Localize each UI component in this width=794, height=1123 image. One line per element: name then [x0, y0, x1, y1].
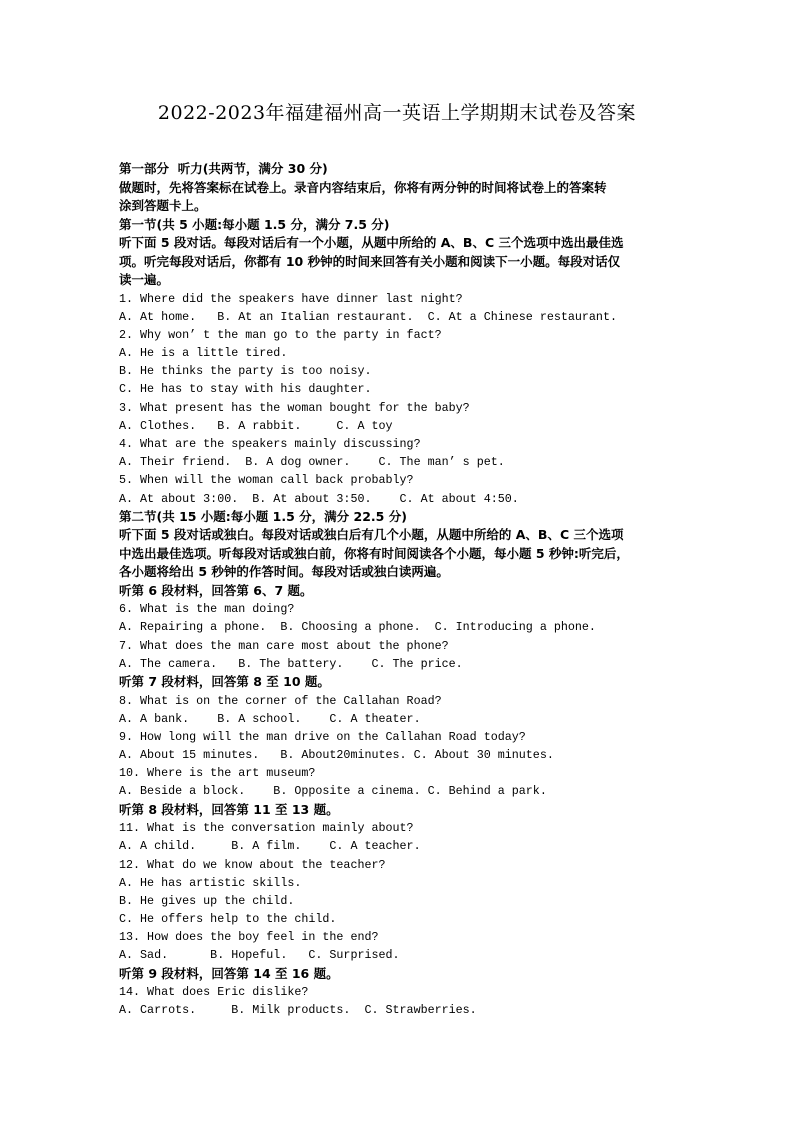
section-text-line: 听第 7 段材料，回答第 8 至 10 题。: [119, 674, 330, 689]
question-line: 10. Where is the art museum?: [119, 766, 316, 781]
question-line: A. Repairing a phone. B. Choosing a phone. C. Introducing a phone.: [119, 620, 596, 635]
exam-content: [119, 160, 699, 1020]
question-line: 5. When will the woman call back probably?: [119, 473, 414, 488]
question-line: A. Beside a block. B. Opposite a cinema. C. Behind a park.: [119, 784, 547, 799]
section-text-line: 听第 9 段材料，回答第 14 至 16 题。: [119, 965, 339, 981]
question-line: A. At about 3:00. B. At about 3:50. C. At about 4:50.: [119, 491, 519, 506]
question-line: A. A child. B. A film. C. A teacher.: [119, 839, 421, 854]
section-text-line: 各小题将给出 5 秒钟的作答时间。每段对话或独白读两遍。: [119, 564, 449, 580]
section-text-line: 第一部分 听力(共两节，满分 30 分): [119, 161, 328, 176]
question-line: A. A bank. B. A school. C. A theater.: [119, 711, 421, 726]
question-line: 3. What present has the woman bought for the baby?: [119, 400, 470, 415]
section-text-line: 听下面 5 段对话。每段对话后有一个小题，从题中所给的 A、B、C 三个选项中选出最佳选: [119, 235, 624, 250]
section-text-line: 涂到答题卡上。: [119, 198, 207, 213]
section-text-line: 中选出最佳选项。听每段对话或独白前，你将有时间阅读各个小题，每小题 5 秒钟:听完后，: [119, 545, 629, 561]
section-text-line: 读一遍。: [119, 272, 170, 287]
question-line: C. He has to stay with his daughter.: [119, 382, 372, 397]
question-line: 1. Where did the speakers have dinner last night?: [119, 291, 463, 306]
question-line: 4. What are the speakers mainly discussing?: [119, 437, 421, 451]
question-line: 14. What does Eric dislike?: [119, 985, 309, 1000]
question-line: A. At home. B. At an Italian restaurant. C. At a Chinese restaurant.: [119, 309, 617, 324]
question-line: 6. What is the man doing?: [119, 602, 295, 617]
question-line: A. Their friend. B. A dog owner. C. The man’ s pet.: [119, 455, 505, 470]
question-line: 12. What do we know about the teacher?: [119, 857, 386, 872]
section-text-line: 第一节(共 5 小题:每小题 1.5 分，满分 7.5 分): [119, 216, 390, 232]
question-line: 11. What is the conversation mainly about?: [119, 821, 414, 836]
question-line: 13. How does the boy feel in the end?: [119, 930, 379, 945]
question-line: A. He is a little tired.: [119, 346, 288, 361]
question-line: 2. Why won’ t the man go to the party in fact?: [119, 327, 442, 342]
question-line: A. He has artistic skills.: [119, 875, 302, 890]
section-text-line: 听下面 5 段对话或独白。每段对话或独白后有几个小题，从题中所给的 A、B、C 三个选项: [119, 527, 624, 543]
question-line: A. About 15 minutes. B. About20minutes. C. About 30 minutes.: [119, 748, 554, 763]
section-text-line: 项。听完每段对话后，你都有 10 秒钟的时间来回答有关小题和阅读下一小题。每段对话仅: [119, 253, 621, 269]
section-text-line: 听第 8 段材料，回答第 11 至 13 题。: [119, 801, 339, 817]
question-line: B. He gives up the child.: [119, 893, 295, 908]
question-line: A. Carrots. B. Milk products. C. Strawberries.: [119, 1003, 477, 1018]
section-text-line: 做题时，先将答案标在试卷上。录音内容结束后，你将有两分钟的时间将试卷上的答案转: [119, 179, 607, 195]
question-line: 9. How long will the man drive on the Callahan Road today?: [119, 729, 526, 744]
question-line: 7. What does the man care most about the phone?: [119, 638, 449, 653]
question-line: C. He offers help to the child.: [119, 912, 337, 927]
question-line: 8. What is on the corner of the Callahan Road?: [119, 693, 442, 708]
question-line: A. The camera. B. The battery. C. The price.: [119, 656, 463, 671]
question-line: B. He thinks the party is too noisy.: [119, 364, 372, 379]
page-title: 2022-2023年福建福州高一英语上学期期末试卷及答案: [157, 102, 637, 124]
question-line: A. Sad. B. Hopeful. C. Surprised.: [119, 948, 400, 963]
question-line: A. Clothes. B. A rabbit. C. A toy: [119, 418, 393, 433]
section-text-line: 第二节(共 15 小题:每小题 1.5 分，满分 22.5 分): [119, 508, 407, 524]
section-text-line: 听第 6 段材料，回答第 6、7 题。: [119, 582, 313, 598]
